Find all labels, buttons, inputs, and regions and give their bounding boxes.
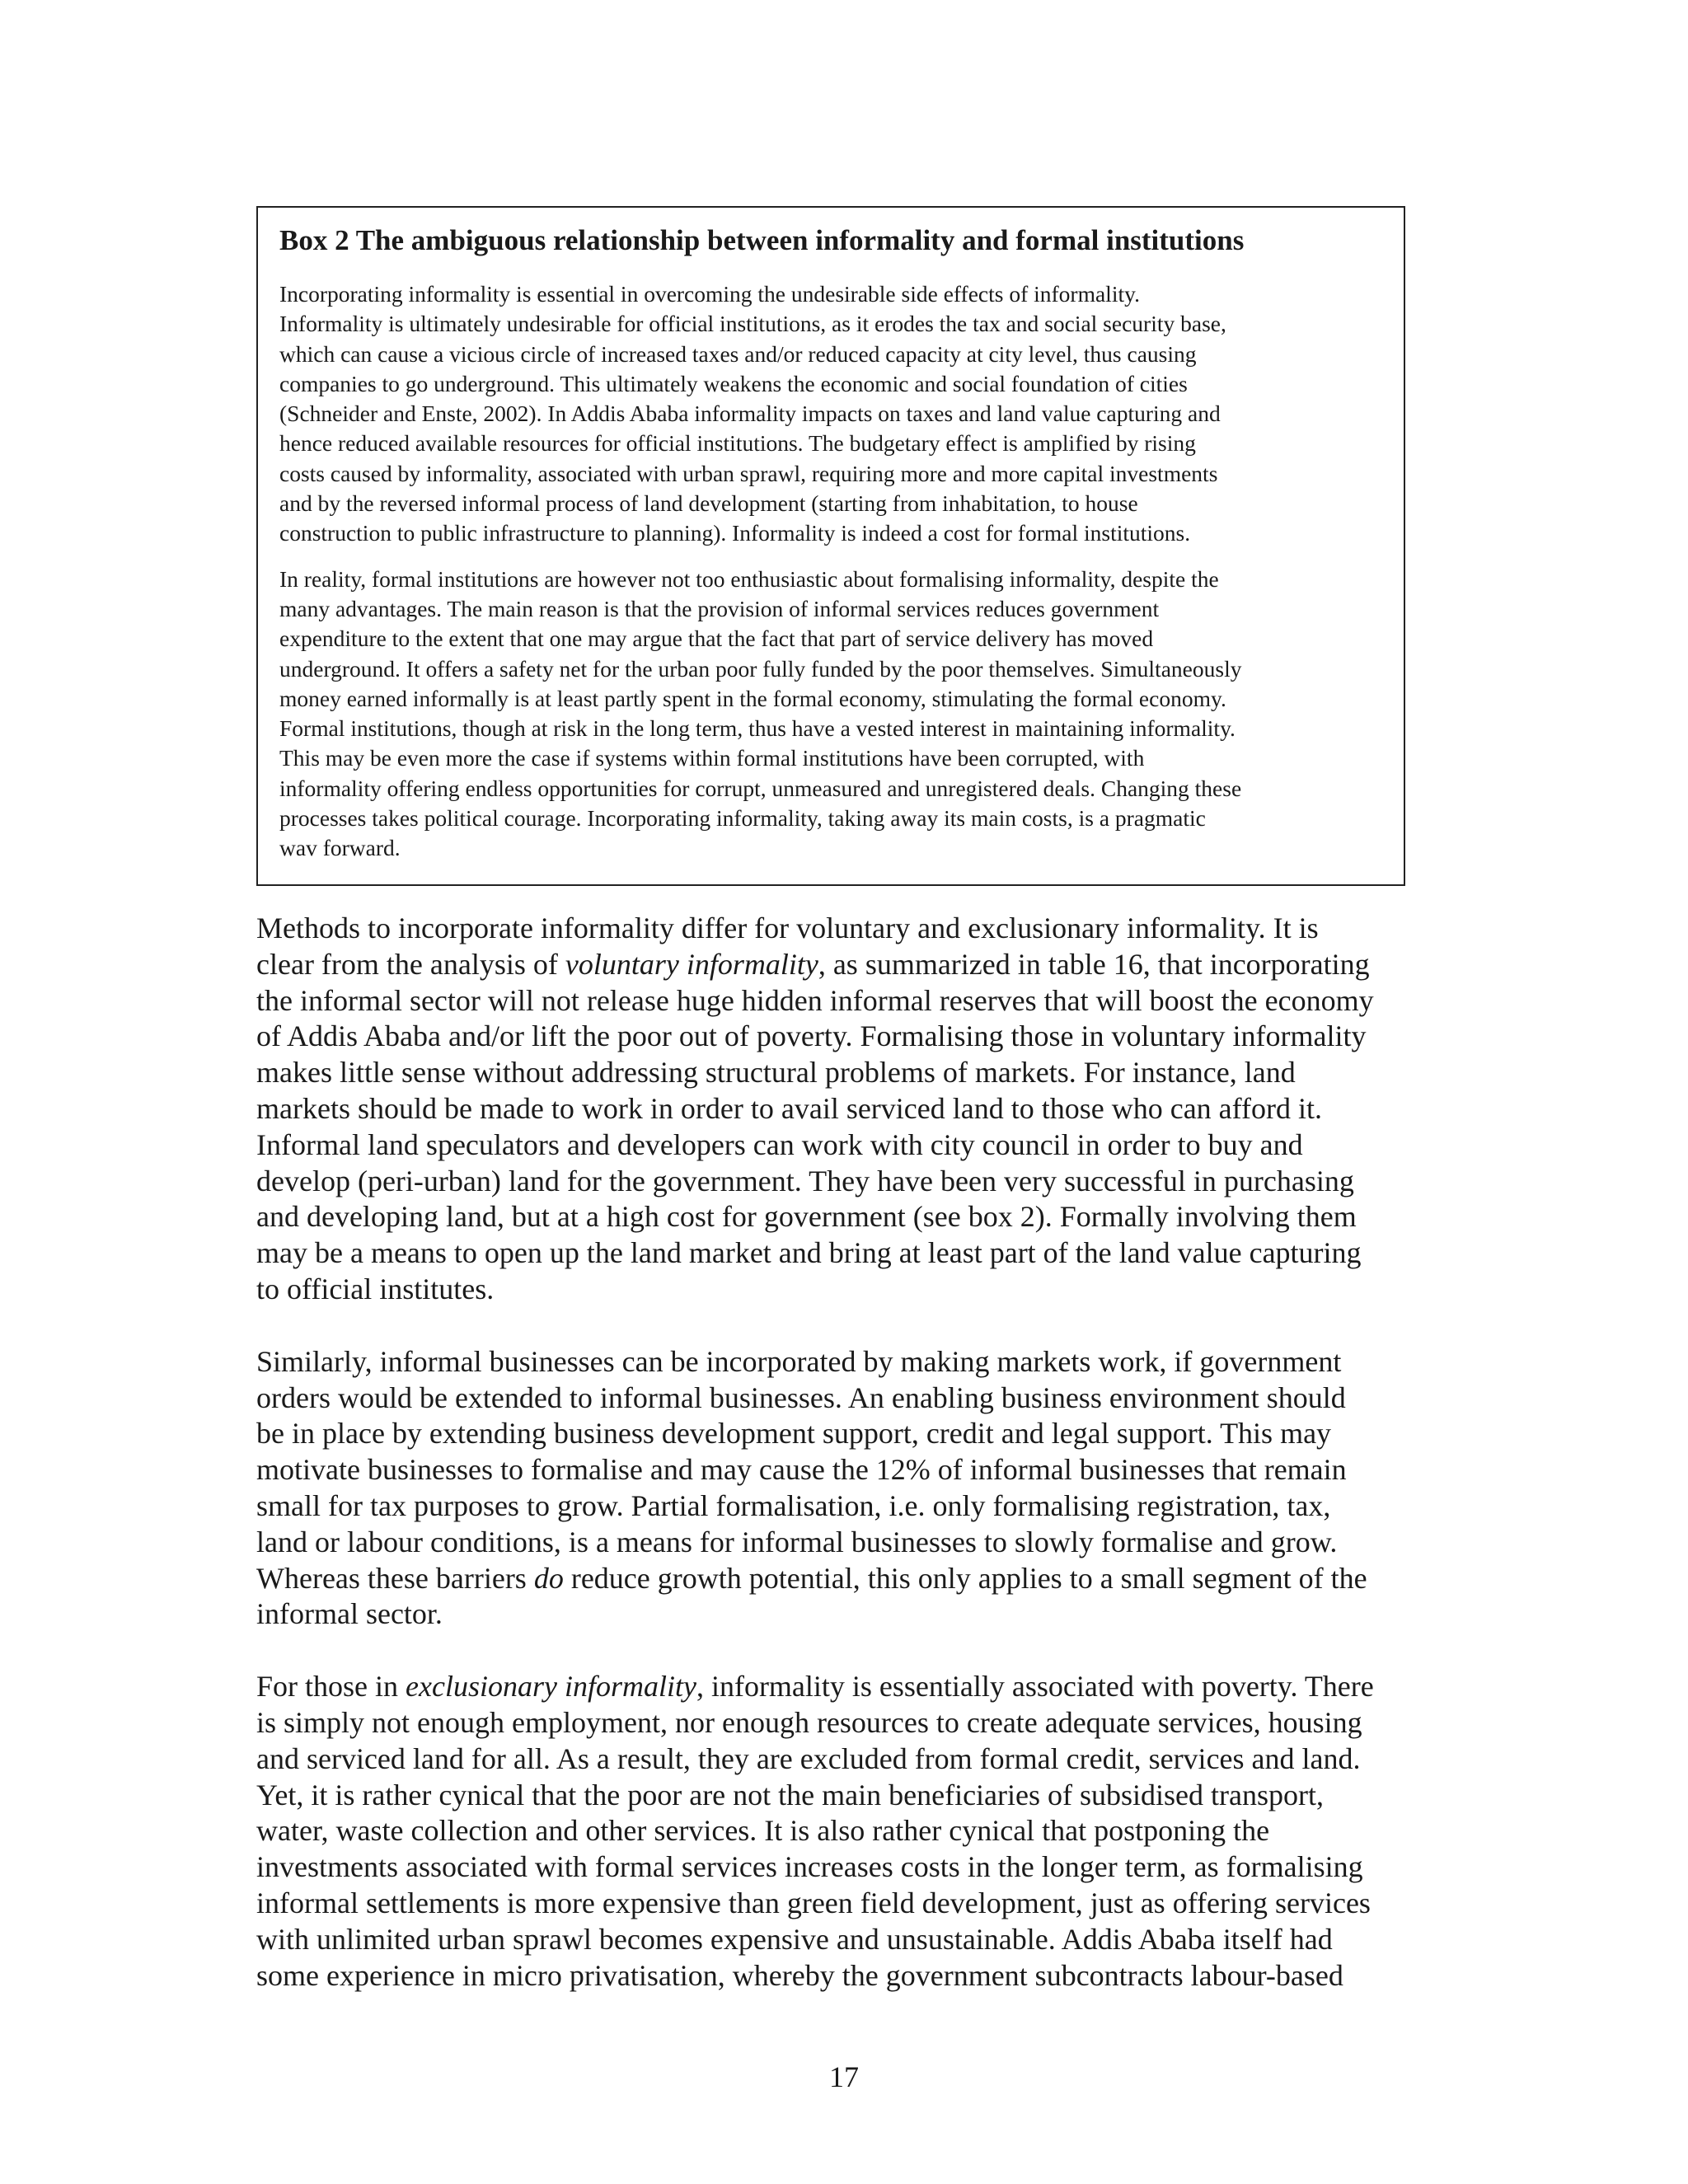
box-title: Box 2 The ambiguous relationship between informality and formal institutions: [279, 224, 1245, 256]
body-paragraph-3-text-a: For those in: [256, 1670, 406, 1704]
main-text: [256, 911, 1443, 2030]
body-paragraph-2-text-b: reduce growth potential, this only applies to a small segment of the informal sector.: [256, 1561, 1367, 1631]
body-paragraph-2: [256, 1344, 1443, 1633]
body-paragraph-1: [256, 911, 1443, 1308]
body-paragraph-1-text-a: Methods to incorporate informality differ for voluntary and exclusionary informality. It is clear from the analysis of: [256, 912, 1319, 981]
body-paragraph-3-emphasis: exclusionary informality: [406, 1670, 696, 1704]
box-paragraph-1: Incorporating informality is essential in overcoming the undesirable side effects of informality. Informality is ultimately undesirable for official institutions, as it erodes the tax and social security base, which can cause a vicious circle of increased taxes and/or reduced capacity at city level, thus causing companies to go underground. This ultimately weakens the economic and social foundation of cities (Schneider and Enste, 2002). In Addis Ababa informality impacts on taxes and land value capturing and hence reduced available resources for official institutions. The budgetary effect is amplified by rising costs caused by informality, associated with urban sprawl, requiring more and more capital investments and by the reversed informal process of land development (starting from inhabitation, to house construction to public infrastructure to planning). Informality is indeed a cost for formal institutions.: [279, 281, 1226, 546]
page-number: 17: [829, 2060, 859, 2093]
box-paragraph-2: In reality, formal institutions are however not too enthusiastic about formalising informality, despite the many advantages. The main reason is that the provision of informal services reduces government expenditure to the extent that one may argue that the fact that part of service delivery has moved underground. It offers a safety net for the urban poor fully funded by the poor themselves. Simultaneously money earned informally is at least partly spent in the formal economy, stimulating the formal economy. Formal institutions, though at risk in the long term, thus have a vested interest in maintaining informality. This may be even more the case if systems within formal institutions have been corrupted, with informality offering endless opportunities for corrupt, unmeasured and unregistered deals. Changing these processes takes political courage. Incorporating informality, taking away its main costs, is a pragmatic wav forward.: [279, 565, 1242, 861]
body-paragraph-3: [256, 1669, 1443, 1994]
body-paragraph-3-text-b: , informality is essentially associated with poverty. There is simply not enough employment, nor enough resources to create adequate services, housing and serviced land for all. As a result, they are excluded from formal credit, services and land. Yet, it is rather cynical that the poor are not the main beneficiaries of subsidised transport, water, waste collection and other services. It is also rather cynical that postponing the investments associated with formal services increases costs in the longer term, as formalising informal settlements is more expensive than green field development, just as offering services with unlimited urban sprawl becomes expensive and unsustainable. Addis Ababa itself had some experience in micro privatisation, whereby the government subcontracts labour-based: [256, 1670, 1374, 1992]
body-paragraph-1-text-b: , as summarized in table 16, that incorporating the informal sector will not release huge hidden informal reserves that will boost the economy of Addis Ababa and/or lift the poor out of poverty. Formalising those in voluntary informality makes little sense without addressing structural problems of markets. For instance, land markets should be made to work in order to avail serviced land to those who can afford it. Informal land speculators and developers can work with city council in order to buy and develop (peri-urban) land for the government. They have been very successful in purchasing and developing land, but at a high cost for government (see box 2). Formally involving them may be a means to open up the land market and bring at least part of the land value capturing to official institutes.: [256, 947, 1374, 1305]
box-2: [256, 206, 1405, 886]
body-paragraph-2-emphasis: do: [533, 1561, 564, 1595]
body-paragraph-2-text-a: Similarly, informal businesses can be incorporated by making markets work, if government orders would be extended to informal businesses. An enabling business environment should be in place by extending business development support, credit and legal support. This may motivate businesses to formalise and may cause the 12% of informal businesses that remain small for tax purposes to grow. Partial formalisation, i.e. only formalising registration, tax, land or labour conditions, is a means for informal businesses to slowly formalise and grow. Whereas these barriers: [256, 1344, 1347, 1595]
body-paragraph-1-emphasis: voluntary informality: [565, 947, 818, 981]
